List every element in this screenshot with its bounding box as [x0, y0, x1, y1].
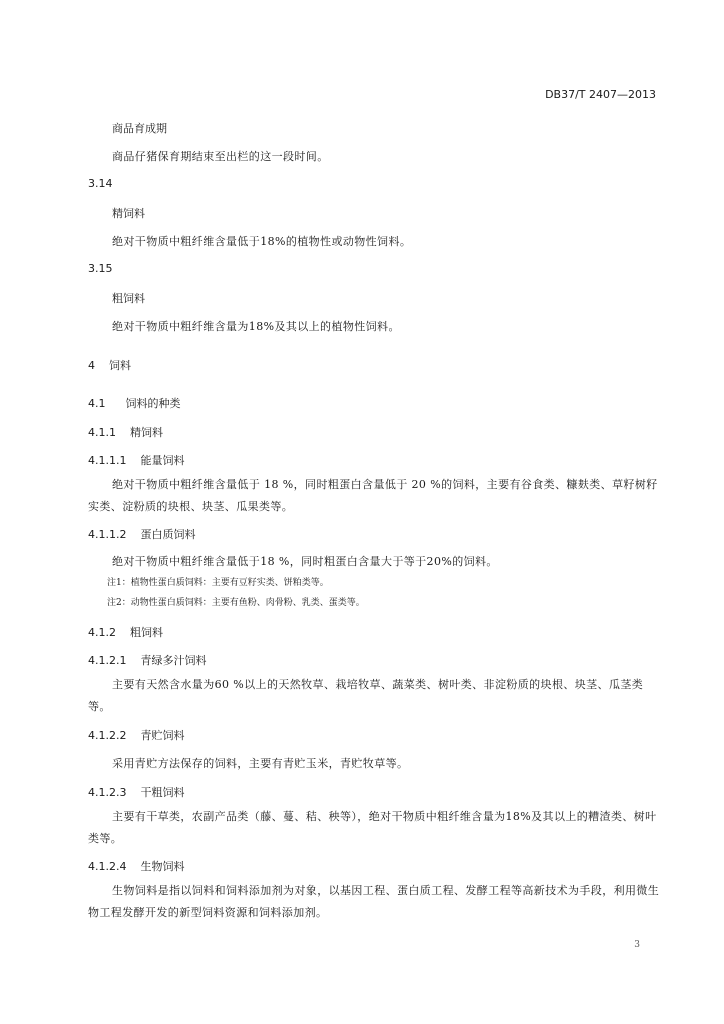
section-4112-number: 4.1.1.2	[88, 528, 127, 541]
section-4123-title: 干粗饲料	[140, 786, 185, 799]
section-41-title: 饲料的种类	[125, 397, 181, 410]
page-number: 3	[634, 940, 640, 950]
section-41-heading	[88, 395, 181, 411]
section-412-number: 4.1.2	[88, 626, 116, 639]
section-4112-heading	[88, 526, 195, 542]
section-4121-heading	[88, 652, 206, 668]
section-4123-text: 主要有干草类，农副产品类（藤、蔓、秸、秧等），绝对干物质中粗纤维含量为18%及其以上的糟渣类、树叶类等。	[88, 810, 657, 845]
term-314: 精饲料	[112, 207, 145, 220]
section-4124-heading	[88, 858, 184, 874]
note-1: 注1：植物性蛋白质饲料：主要有豆籽实类、饼粕类等。	[107, 578, 329, 588]
section-4124-text: 生物饲料是指以饲料和饲料添加剂为对象，以基因工程、蛋白质工程、发酵工程等高新技术为手段，利用微生物工程发酵开发的新型饲料资源和饲料添加剂。	[88, 884, 660, 919]
section-4123-number: 4.1.2.3	[88, 786, 127, 799]
standard-code: DB37/T 2407—2013	[545, 88, 656, 101]
definition-313: 商品仔猪保育期结束至出栏的这一段时间。	[112, 150, 329, 163]
section-4111-title: 能量饲料	[140, 454, 185, 467]
section-412-title: 粗饲料	[130, 626, 163, 639]
section-4111-heading	[88, 452, 184, 468]
clause-314-number: 3.14	[88, 177, 113, 190]
section-4122-title: 青贮饲料	[140, 729, 185, 742]
section-411-heading	[88, 424, 163, 440]
section-412-heading	[88, 624, 163, 640]
note-2: 注2：动物性蛋白质饲料：主要有鱼粉、肉骨粉、乳类、蛋类等。	[107, 598, 365, 608]
section-4121-number: 4.1.2.1	[88, 654, 127, 667]
section-4-heading	[88, 357, 131, 373]
section-411-title: 精饲料	[130, 426, 163, 439]
section-411-number: 4.1.1	[88, 426, 116, 439]
term-315: 粗饲料	[112, 292, 145, 305]
definition-314: 绝对干物质中粗纤维含量低于18%的植物性或动物性饲料。	[112, 235, 412, 248]
section-4-title: 饲料	[109, 359, 131, 372]
section-41-number: 4.1	[88, 397, 106, 410]
section-4-number: 4	[88, 359, 95, 372]
section-4122-heading	[88, 727, 184, 743]
section-4111-number: 4.1.1.1	[88, 454, 127, 467]
clause-315-number: 3.15	[88, 262, 113, 275]
section-4121-text: 主要有天然含水量为60 %以上的天然牧草、栽培牧草、蔬菜类、树叶类、非淀粉质的块根、块茎、瓜茎类等。	[88, 678, 644, 713]
section-4121-title: 青绿多汁饲料	[140, 654, 207, 667]
section-4122-text: 采用青贮方法保存的饲料，主要有青贮玉米，青贮牧草等。	[112, 757, 409, 770]
section-4124-number: 4.1.2.4	[88, 860, 127, 873]
definition-315: 绝对干物质中粗纤维含量为18%及其以上的植物性饲料。	[112, 320, 400, 333]
term-313: 商品育成期	[112, 122, 167, 135]
section-4112-text: 绝对干物质中粗纤维含量低于18 %，同时粗蛋白含量大于等于20%的饲料。	[112, 555, 498, 568]
section-4123-heading	[88, 784, 184, 800]
section-4124-title: 生物饲料	[140, 860, 185, 873]
section-4112-title: 蛋白质饲料	[140, 528, 196, 541]
section-4122-number: 4.1.2.2	[88, 729, 127, 742]
section-4111-text: 绝对干物质中粗纤维含量低于 18 %，同时粗蛋白含量低于 20 %的饲料，主要有谷食类、糠麸类、草籽树籽实类、淀粉质的块根、块茎、瓜果类等。	[88, 478, 658, 513]
